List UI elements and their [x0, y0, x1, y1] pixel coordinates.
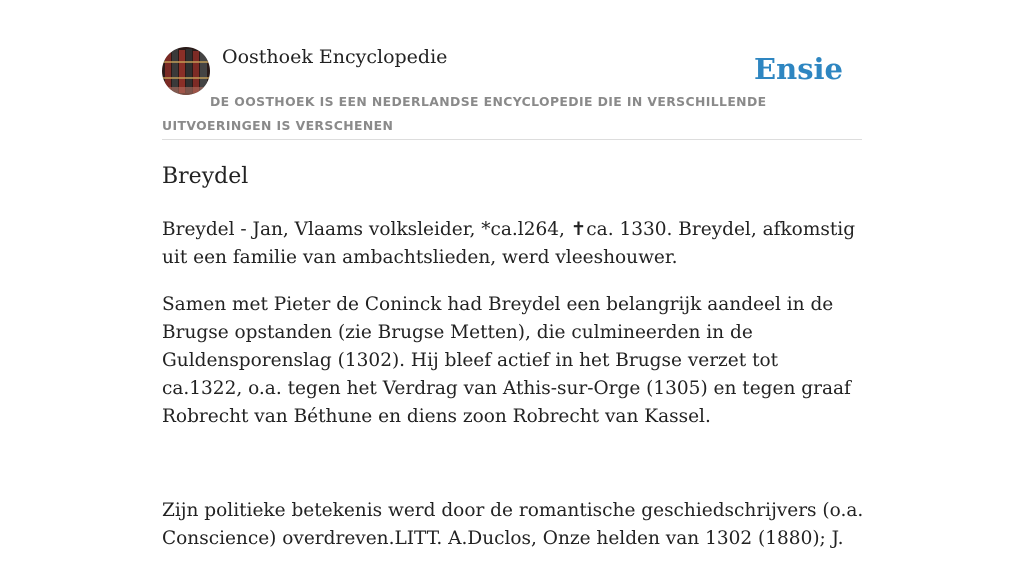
brand-logo[interactable]: Ensie — [754, 52, 843, 86]
article-body — [162, 216, 864, 572]
article-title: Breydel — [162, 164, 249, 189]
article-paragraph — [162, 450, 864, 478]
article-paragraph: Zijn politieke betekenis werd door de romantische geschiedschrijvers (o.a. Conscience) overdreven.LITT. A.Duclos, Onze helden van 1302 (1880); J. — [162, 500, 864, 549]
article-paragraph: Breydel - Jan, Vlaams volksleider, *ca.l264, ✝ca. 1330. Breydel, afkomstig uit een familie van ambachtslieden, werd vleeshouwer. — [162, 219, 856, 268]
book-spines-icon[interactable] — [162, 47, 210, 95]
header-divider — [162, 139, 862, 140]
site-name[interactable]: Oosthoek Encyclopedie — [222, 46, 448, 68]
article-paragraph: Samen met Pieter de Coninck had Breydel een belangrijk aandeel in de Brugse opstanden (zie Brugse Metten), die culmineerden in de Guldensporenslag (1302). Hij bleef actief in het Brugse verzet tot ca.1322, o.a. tegen het Verdrag van Athis-sur-Orge (1305) en tegen graaf Robrecht van Béthune en diens zoon Robrecht van Kassel. — [162, 294, 851, 427]
site-header — [162, 0, 862, 140]
site-tagline: DE OOSTHOEK IS EEN NEDERLANDSE ENCYCLOPEDIE DIE IN VERSCHILLENDE UITVOERINGEN IS VERSCHENEN — [162, 94, 767, 133]
